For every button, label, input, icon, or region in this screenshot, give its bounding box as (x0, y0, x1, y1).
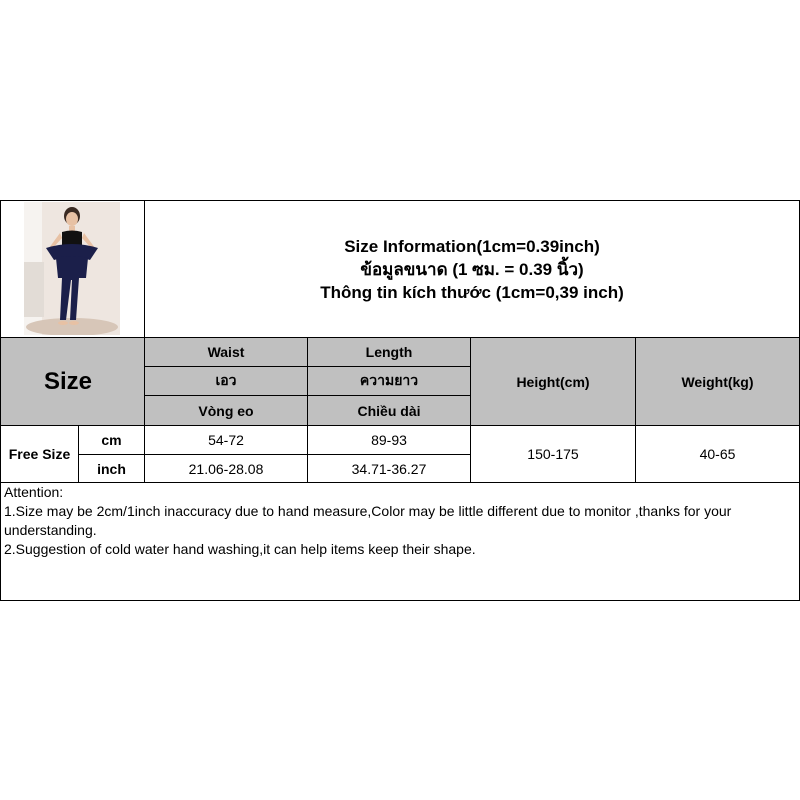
hline-units (78, 454, 471, 455)
hline-header (0, 337, 800, 338)
weight-value-cell (636, 426, 799, 482)
size-info-title (145, 201, 799, 337)
length-th-cell (308, 367, 470, 395)
border-left (0, 200, 1, 601)
waist-inch-cell (145, 455, 307, 482)
length-label-en: Length (365, 344, 413, 360)
vline-height (635, 337, 636, 483)
vline-units (78, 425, 79, 483)
hline-body (0, 425, 800, 426)
vline-photo (144, 200, 145, 483)
free-size-cell (1, 426, 78, 482)
height-header: Height(cm) (516, 373, 590, 390)
waist-label-vi: Vòng eo (198, 402, 254, 419)
vline-length (470, 337, 471, 483)
unit-cm-cell (79, 426, 144, 454)
length-cm-cell (308, 426, 470, 454)
waist-cm-cell (145, 426, 307, 454)
length-en-cell (308, 338, 470, 366)
unit-cm-label: cm (101, 432, 122, 448)
border-bottom (0, 600, 800, 601)
free-size-label: Free Size (8, 446, 71, 462)
waist-label-en: Waist (207, 344, 245, 360)
waist-en-cell (145, 338, 307, 366)
product-photo (24, 202, 120, 335)
unit-inch-cell (79, 455, 144, 482)
size-label: Size (44, 367, 93, 395)
size-chart (0, 200, 800, 601)
height-value: 150-175 (527, 446, 579, 462)
vline-waist (307, 337, 308, 483)
length-inch-cell (308, 455, 470, 482)
title-en: Size Information(1cm=0.39inch) (344, 236, 600, 256)
length-inch-value: 34.71-36.27 (351, 460, 427, 477)
model-leggings-image (24, 202, 120, 335)
height-value-cell (471, 426, 635, 482)
hline-attention (0, 482, 800, 483)
length-vi-cell (308, 396, 470, 425)
waist-cm-value: 54-72 (208, 432, 244, 448)
size-header-cell (1, 338, 144, 425)
border-top (0, 200, 800, 201)
attention-note-2: 2.Suggestion of cold water hand washing,it can help items keep their shape. (4, 541, 476, 557)
title-vi: Thông tin kích thước (1cm=0,39 inch) (320, 282, 624, 302)
weight-header: Weight(kg) (681, 373, 754, 390)
length-label-th: ความยาว (359, 372, 419, 388)
attention-notes (4, 483, 798, 559)
waist-vi-cell (145, 396, 307, 425)
weight-value: 40-65 (699, 446, 736, 462)
title-th: ข้อมูลขนาด (1 ซม. = 0.39 นิ้ว) (360, 259, 584, 279)
length-cm-value: 89-93 (371, 432, 407, 448)
waist-th-cell (145, 367, 307, 395)
waist-label-th: เอว (215, 372, 237, 388)
attention-title: Attention: (4, 484, 64, 500)
attention-note-1: 1.Size may be 2cm/1inch inaccuracy due to hand measure,Color may be little different due to monitor ,thanks for your understanding. (4, 503, 732, 538)
height-header-cell (471, 338, 635, 425)
weight-header-cell (636, 338, 799, 425)
unit-inch-label: inch (97, 460, 126, 477)
waist-inch-value: 21.06-28.08 (188, 460, 264, 477)
length-label-vi: Chiều dài (357, 402, 421, 419)
